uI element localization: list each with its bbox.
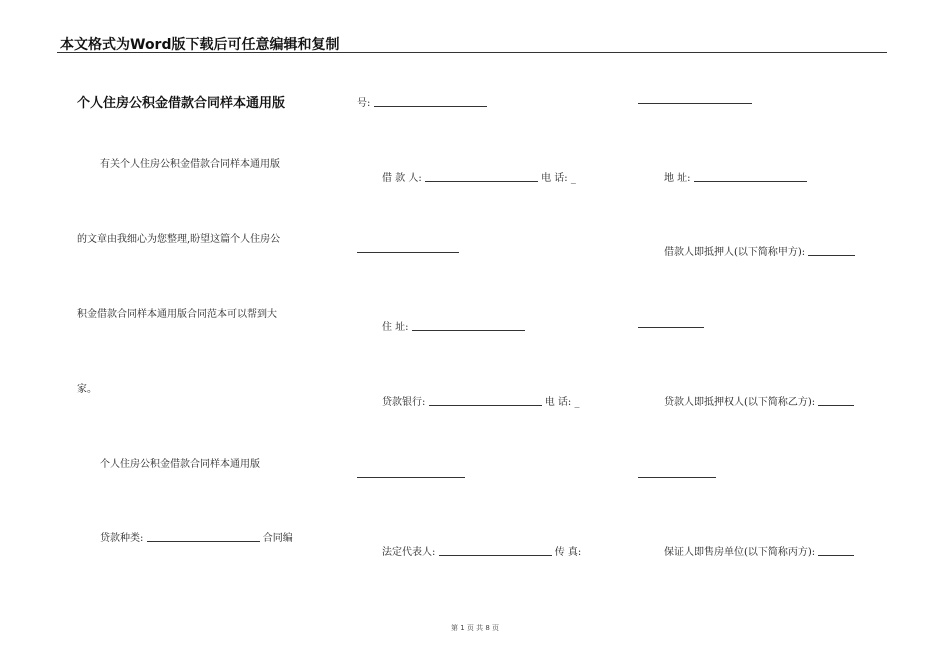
bank-blank-line[interactable] [357, 477, 465, 478]
party-b-field[interactable] [818, 395, 854, 406]
page-footer: 第 1 页 共 8 页 [450, 624, 500, 632]
bank-row [382, 393, 580, 408]
party-a-label: 借款人即抵押人(以下简称甲方): [664, 247, 806, 258]
party-a-field[interactable] [808, 245, 855, 256]
legal-rep-field[interactable] [439, 545, 552, 556]
party-c-label: 保证人即售房单位(以下简称丙方): [664, 547, 816, 558]
legal-rep-row [382, 543, 581, 558]
contract-no-label: 号: [357, 98, 371, 109]
party-b-label: 贷款人即抵押权人(以下简称乙方): [664, 397, 816, 408]
borrower-phone-label: 电 话: [541, 173, 568, 184]
party-c-row [664, 543, 854, 558]
borrower-address-label: 住 址: [382, 322, 409, 333]
fax-label: 传 真: [554, 547, 582, 558]
legal-rep-label: 法定代表人: [382, 547, 436, 558]
bank-phone-label: 电 话: [544, 397, 572, 408]
contract-subtitle: 个人住房公积金借款合同样本通用版 [100, 459, 260, 470]
bank-field[interactable] [429, 395, 542, 406]
borrower-address-field[interactable] [412, 320, 525, 331]
intro-line-1: 有关个人住房公积金借款合同样本通用版 [100, 159, 280, 170]
top-blank-line[interactable] [638, 103, 752, 104]
address-field[interactable] [694, 171, 807, 182]
intro-line-4: 家。 [77, 384, 97, 395]
page-header: 本文格式为Word版下载后可任意编辑和复制 [60, 37, 340, 53]
borrower-phone-field[interactable]: _ [570, 173, 576, 184]
document-title: 个人住房公积金借款合同样本通用版 [77, 96, 286, 111]
borrower-address-row [382, 318, 525, 333]
party-a-blank-line[interactable] [638, 327, 704, 328]
bank-label: 贷款银行: [382, 397, 426, 408]
contract-no-prefix: 合同编 [262, 533, 293, 544]
address-row [664, 169, 807, 184]
borrower-row [382, 169, 576, 184]
header-rule [57, 52, 887, 53]
address-label: 地 址: [664, 173, 691, 184]
borrower-blank-line[interactable] [357, 252, 459, 253]
loan-type-label: 贷款种类: [100, 533, 144, 544]
borrower-field[interactable] [425, 171, 538, 182]
loan-type-field[interactable] [147, 531, 260, 542]
party-c-field[interactable] [818, 545, 854, 556]
party-b-row [664, 393, 854, 408]
contract-no-row [357, 94, 487, 109]
party-b-blank-line[interactable] [638, 477, 716, 478]
contract-no-field[interactable] [374, 96, 487, 107]
loan-type-row [100, 529, 293, 544]
intro-line-2: 的文章由我细心为您整理,盼望这篇个人住房公 [77, 234, 281, 245]
bank-phone-field[interactable]: _ [574, 397, 580, 408]
party-a-row [664, 243, 855, 258]
borrower-label: 借 款 人: [382, 173, 422, 184]
intro-line-3: 积金借款合同样本通用版合同范本可以帮到大 [77, 309, 277, 320]
